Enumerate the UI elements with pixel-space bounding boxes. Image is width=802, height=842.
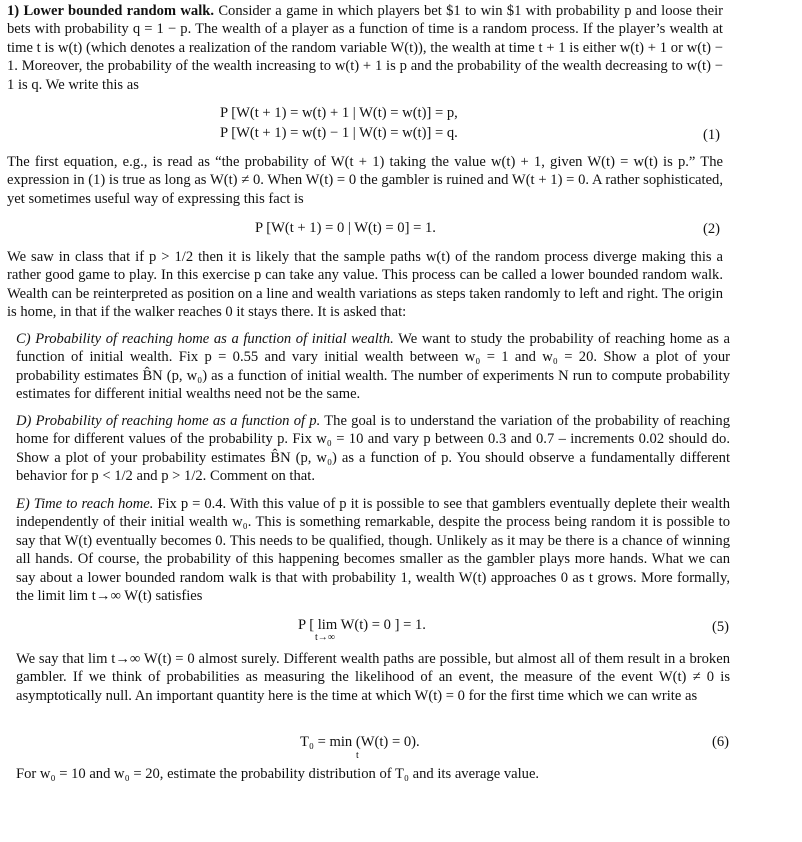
part-c-label: C) Probability of reaching home as a function of initial wealth. (16, 331, 394, 347)
after-eq1-paragraph: The first equation, e.g., is read as “the probability of W(t + 1) taking the value w(t) + 1, given W(t) = w(t) is p.” The expression in (1) is true as long as W(t) ≠ 0. When W(t) = 0 the gambler is ruined and W(t + 1) = 0. A rather sophisticated, yet sometimes useful way of expressing this fact is (7, 154, 723, 207)
part-d (16, 412, 730, 486)
equation-5-number: (5) (712, 619, 730, 635)
part-d-text: The goal is to understand the variation of the probability of reaching home for different values of the probability p. Fix w₀ = 10 and vary p between 0.3 and 0.7 – increments 0.02 should do. Show a plot of your probability estimates B̂N (p, w₀) as a function of p. You should observe a fundamentally different behavior for p < 1/2 and p > 1/2. Comment on that. (16, 413, 730, 485)
part-e (16, 495, 730, 605)
equation-6-subscript: t (356, 750, 359, 761)
final-paragraph: For w₀ = 10 and w₀ = 20, estimate the probability distribution of T₀ and its average value. (16, 766, 540, 782)
equation-2-number: (2) (703, 221, 721, 237)
equation-6-number: (6) (712, 734, 730, 750)
part-d-label: D) Probability of reaching home as a function of p. (16, 413, 321, 429)
intro-text: Consider a game in which players bet $1 to win $1 with probability p and loose their bets with probability q = 1 − p. The wealth of a player as a function of time is a random process. If the player’s wealth at time t is w(t) (which denotes a realization of the random variable W(t)), the wealth at time t + 1 is either w(t) + 1 or w(t) − 1. Moreover, the probability of the wealth increasing to w(t) + 1 is p and the probability of the wealth decreasing to w(t) − 1 is q. We write this as (7, 3, 723, 93)
after-eq5-paragraph: We say that lim t→∞ W(t) = 0 almost surely. Different wealth paths are possible, but almost all of them result in a broken gambler. If we think of probabilities as measuring the likelihood of an event, the measure of the event W(t) ≠ 0 is asymptotically null. An important quantity here is the time at which W(t) = 0 for the first time which we can write as (16, 651, 730, 704)
part-e-label: E) Time to reach home. (16, 496, 154, 512)
problem-title: 1) Lower bounded random walk. (7, 3, 215, 19)
equation-5: P [ lim W(t) = 0 ] = 1. (298, 617, 426, 633)
equation-6: T₀ = min (W(t) = 0). (300, 734, 420, 750)
intro-paragraph (7, 2, 723, 94)
after-eq2-paragraph: We saw in class that if p > 1/2 then it is likely that the sample paths w(t) of the random process diverge making this a rather good game to play. In this exercise p can take any value. This process can be called a lower bounded random walk. Wealth can be reinterpreted as position on a line and wealth variations as steps taken randomly to left and right. The origin is home, in that if the walker reaches 0 it stays there. It is asked that: (7, 249, 723, 321)
equation-1-line-1: P [W(t + 1) = w(t) + 1 | W(t) = w(t)] = p, (220, 105, 458, 121)
part-c-text: We want to study the probability of reaching home as a function of initial wealth. Fix p = 0.55 and vary initial wealth between w₀ = 1 and w₀ = 20. Show a plot of your probability estimates B̂N (p, w₀) as a function of initial wealth. The number of experiments N run to compute probability estimates for different initial wealths need not be the same. (16, 331, 731, 403)
equation-5-subscript: t→∞ (315, 632, 335, 643)
part-c (16, 330, 730, 404)
part-e-text: Fix p = 0.4. With this value of p it is possible to see that gamblers eventually deplete their wealth independently of their initial wealth w₀. This is something remarkable, despite the process being random it is possible to say that W(t) eventually becomes 0. This needs to be qualified, though. Unlikely as it may be there is a chance of winning all hands. Of course, the probability of this happening becomes smaller as the gambler plays more hands. What we can say about a lower bounded random walk is that with probability 1, wealth W(t) approaches 0 as t grows. More formally, the limit lim t→∞ W(t) satisfies (16, 496, 730, 605)
equation-2: P [W(t + 1) = 0 | W(t) = 0] = 1. (255, 220, 436, 236)
equation-1-number: (1) (703, 127, 721, 143)
equation-1-line-2: P [W(t + 1) = w(t) − 1 | W(t) = w(t)] = q. (220, 125, 458, 141)
